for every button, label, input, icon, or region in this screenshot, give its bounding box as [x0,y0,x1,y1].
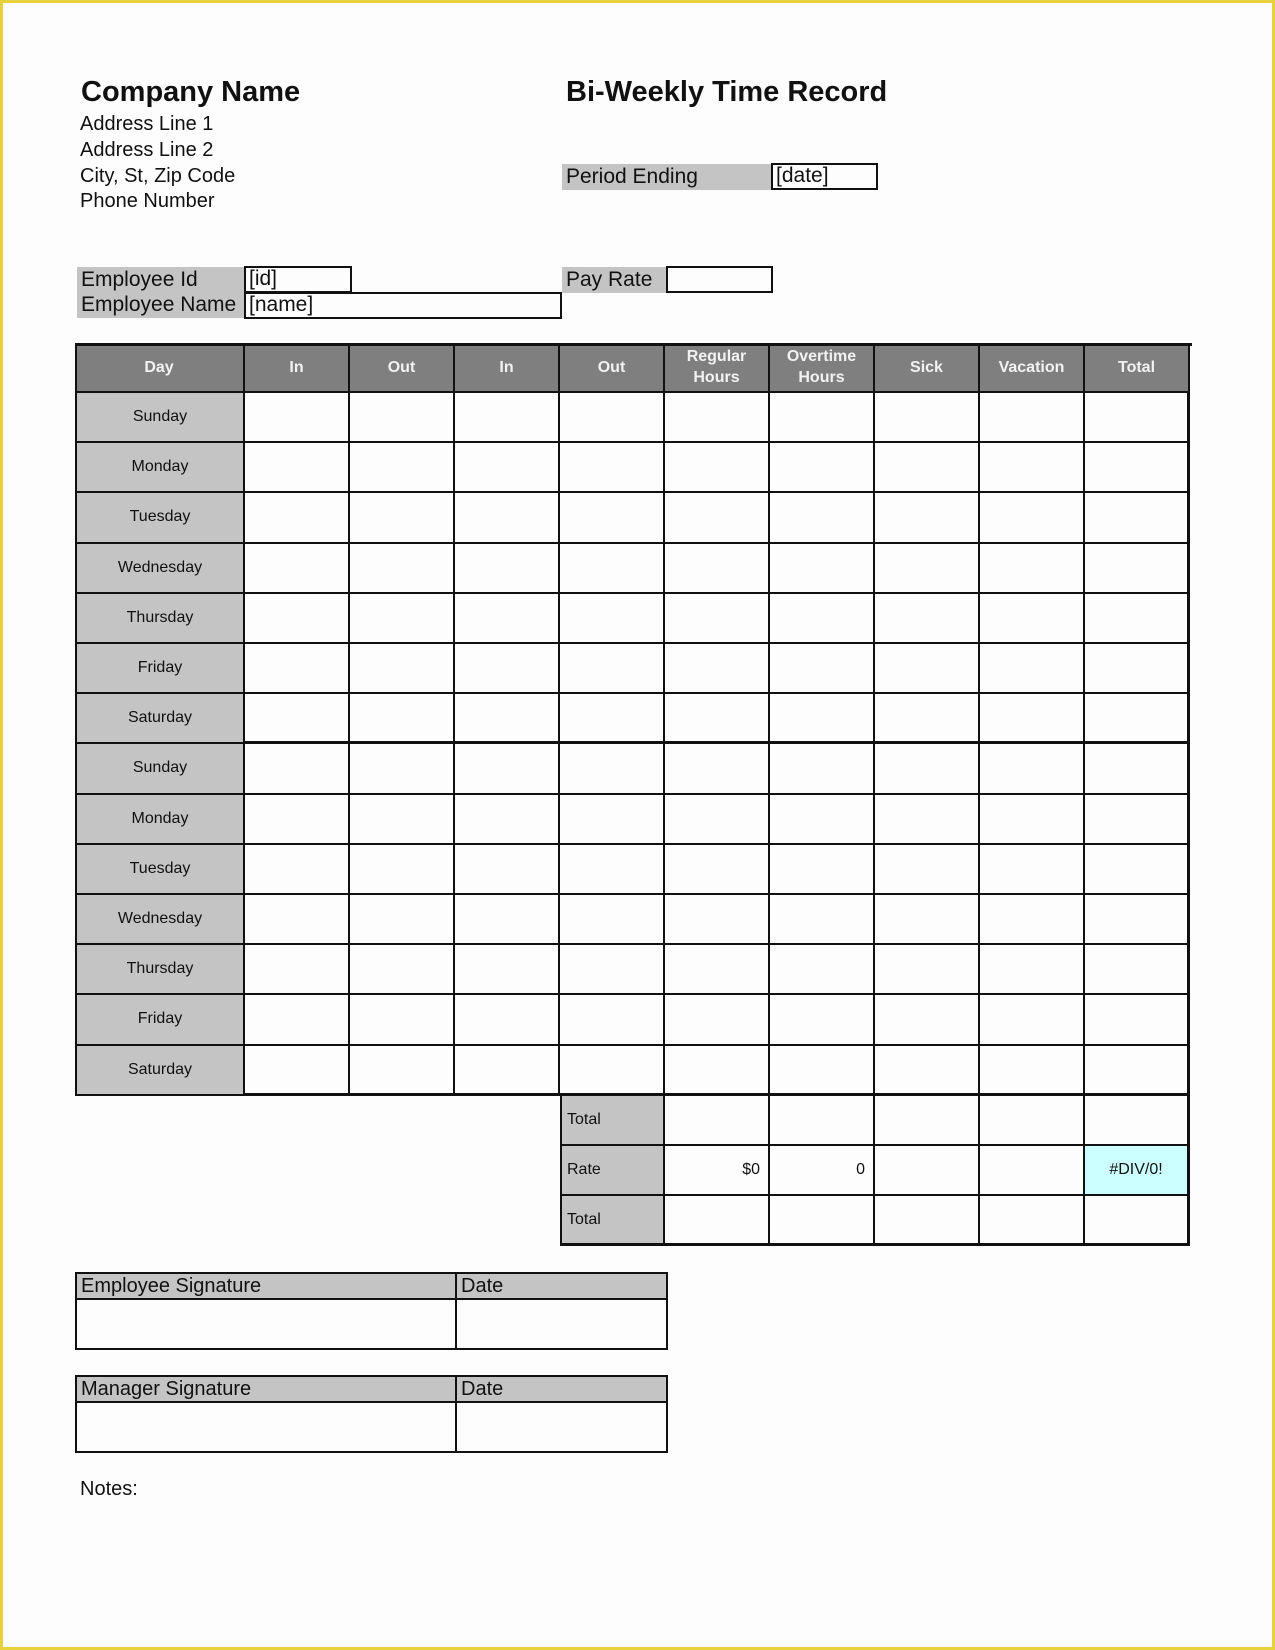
time-entry-cell[interactable] [770,895,875,945]
time-entry-cell[interactable] [665,744,770,794]
time-entry-cell[interactable] [770,1046,875,1096]
time-entry-cell[interactable] [770,393,875,443]
time-entry-cell[interactable] [770,995,875,1045]
city-state-zip: City, St, Zip Code [80,165,236,187]
time-entry-cell[interactable] [980,845,1085,895]
time-entry-cell[interactable] [1085,995,1190,1045]
time-entry-cell[interactable] [770,644,875,694]
time-entry-cell[interactable] [875,594,980,644]
time-entry-cell[interactable] [455,945,560,995]
time-entry-cell[interactable] [875,995,980,1045]
column-header: Regular Hours [665,343,770,393]
time-entry-cell[interactable] [350,945,455,995]
employee-id-label: Employee Id [77,267,245,293]
employee-signature-field[interactable] [77,1300,455,1348]
time-entry-cell[interactable] [665,795,770,845]
phone-number: Phone Number [80,190,215,212]
day-label: Friday [75,644,245,694]
time-entry-cell[interactable] [665,594,770,644]
manager-date-label: Date [461,1378,504,1400]
time-entry-cell[interactable] [770,744,875,794]
time-entry-cell[interactable] [980,895,1085,945]
summary-label: Rate [560,1146,665,1196]
time-entry-cell[interactable] [350,795,455,845]
period-ending-field[interactable]: [date] [771,163,878,190]
time-entry-cell[interactable] [665,544,770,594]
manager-date-field[interactable] [457,1403,666,1451]
time-entry-cell[interactable] [980,594,1085,644]
time-entry-cell[interactable] [875,644,980,694]
time-entry-cell[interactable] [560,845,665,895]
time-entry-cell[interactable] [980,544,1085,594]
summary-value-cell[interactable] [875,1096,980,1146]
time-entry-cell[interactable] [455,493,560,543]
day-label: Thursday [75,945,245,995]
time-entry-cell[interactable] [350,845,455,895]
notes-label: Notes: [80,1478,138,1500]
day-label: Friday [75,995,245,1045]
time-entry-cell[interactable] [875,845,980,895]
time-entry-cell[interactable] [560,995,665,1045]
employee-signature-label: Employee Signature [81,1275,262,1297]
time-entry-cell[interactable] [350,644,455,694]
time-entry-cell[interactable] [560,393,665,443]
summary-label: Total [560,1196,665,1246]
summary-value-cell[interactable] [665,1096,770,1146]
day-label: Wednesday [75,544,245,594]
time-entry-cell[interactable] [245,644,350,694]
time-entry-cell[interactable] [770,594,875,644]
time-entry-cell[interactable] [455,845,560,895]
time-entry-cell[interactable] [875,1046,980,1096]
time-entry-cell[interactable] [560,795,665,845]
time-entry-cell[interactable] [560,644,665,694]
time-entry-cell[interactable] [245,744,350,794]
time-entry-cell[interactable] [350,493,455,543]
period-ending-label: Period Ending [562,164,772,190]
time-entry-cell[interactable] [350,544,455,594]
column-header: Overtime Hours [770,343,875,393]
time-entry-cell[interactable] [560,694,665,744]
employee-signature-box [75,1272,668,1350]
time-entry-cell[interactable] [1085,1046,1190,1096]
time-entry-cell[interactable] [770,845,875,895]
time-entry-cell[interactable] [980,795,1085,845]
address-line-1: Address Line 1 [80,113,214,135]
time-entry-cell[interactable] [245,393,350,443]
time-entry-cell[interactable] [665,694,770,744]
column-header: Sick [875,343,980,393]
time-entry-cell[interactable] [350,594,455,644]
time-entry-cell[interactable] [350,694,455,744]
time-entry-cell[interactable] [1085,694,1190,744]
employee-date-label: Date [461,1275,504,1297]
time-entry-cell[interactable] [350,995,455,1045]
company-name: Company Name [81,76,301,108]
time-entry-cell[interactable] [875,895,980,945]
summary-value-cell[interactable]: 0 [770,1146,875,1196]
time-entry-cell[interactable] [455,995,560,1045]
time-entry-cell[interactable] [245,594,350,644]
time-entry-cell[interactable] [455,1046,560,1096]
time-entry-cell[interactable] [560,744,665,794]
time-entry-cell[interactable] [980,644,1085,694]
time-entry-cell[interactable] [1085,443,1190,493]
time-entry-cell[interactable] [455,694,560,744]
day-label: Tuesday [75,493,245,543]
time-entry-cell[interactable] [455,744,560,794]
time-entry-cell[interactable] [1085,945,1190,995]
column-header: Vacation [980,343,1085,393]
time-entry-cell[interactable] [770,544,875,594]
employee-name-label: Employee Name [77,292,245,318]
time-entry-cell[interactable] [980,694,1085,744]
time-entry-cell[interactable] [875,744,980,794]
time-entry-cell[interactable] [350,744,455,794]
day-label: Sunday [75,744,245,794]
time-entry-cell[interactable] [245,845,350,895]
time-entry-cell[interactable] [665,945,770,995]
day-label: Sunday [75,393,245,443]
time-entry-cell[interactable] [455,443,560,493]
time-entry-cell[interactable] [1085,544,1190,594]
time-entry-cell[interactable] [455,544,560,594]
time-entry-cell[interactable] [350,1046,455,1096]
time-entry-cell[interactable] [245,1046,350,1096]
time-entry-cell[interactable] [665,644,770,694]
time-entry-cell[interactable] [560,594,665,644]
time-entry-cell[interactable] [245,493,350,543]
time-entry-cell[interactable] [665,393,770,443]
time-entry-cell[interactable] [875,443,980,493]
summary-value-cell[interactable]: $0 [665,1146,770,1196]
time-entry-cell[interactable] [665,895,770,945]
time-entry-cell[interactable] [245,443,350,493]
pay-rate-label: Pay Rate [562,267,667,293]
time-entry-cell[interactable] [350,443,455,493]
time-entry-cell[interactable] [665,995,770,1045]
time-entry-cell[interactable] [875,393,980,443]
day-label: Monday [75,795,245,845]
time-entry-cell[interactable] [560,493,665,543]
day-label: Saturday [75,1046,245,1096]
time-entry-cell[interactable] [980,744,1085,794]
time-entry-cell[interactable] [1085,493,1190,543]
time-entry-cell[interactable] [1085,895,1190,945]
time-entry-cell[interactable] [455,594,560,644]
time-entry-cell[interactable] [980,443,1085,493]
day-label: Thursday [75,594,245,644]
manager-signature-box [75,1375,668,1453]
time-entry-cell[interactable] [875,493,980,543]
summary-value-cell[interactable] [875,1146,980,1196]
time-entry-cell[interactable] [1085,795,1190,845]
time-entry-cell[interactable] [665,443,770,493]
day-label: Wednesday [75,895,245,945]
summary-value-cell[interactable] [1085,1096,1190,1146]
summary-value-cell[interactable] [980,1096,1085,1146]
employee-date-field[interactable] [457,1300,666,1348]
employee-name-field[interactable]: [name] [244,292,562,319]
time-entry-cell[interactable] [245,795,350,845]
time-entry-cell[interactable] [875,945,980,995]
time-entry-cell[interactable] [245,945,350,995]
time-entry-cell[interactable] [980,493,1085,543]
column-header: Day [75,343,245,393]
time-entry-cell[interactable] [875,795,980,845]
time-entry-cell[interactable] [875,544,980,594]
summary-value-cell[interactable] [980,1146,1085,1196]
time-entry-cell[interactable] [560,443,665,493]
column-header: In [245,343,350,393]
time-entry-cell[interactable] [455,644,560,694]
time-entry-cell[interactable] [980,393,1085,443]
time-entry-cell[interactable] [980,1046,1085,1096]
time-entry-cell[interactable] [1085,845,1190,895]
time-entry-cell[interactable] [770,694,875,744]
time-entry-cell[interactable] [560,544,665,594]
time-entry-cell[interactable] [560,1046,665,1096]
summary-value-cell[interactable] [665,1196,770,1246]
time-entry-cell[interactable] [245,995,350,1045]
time-entry-cell[interactable] [1085,744,1190,794]
time-entry-cell[interactable] [665,493,770,543]
time-entry-cell[interactable] [770,443,875,493]
column-header: Out [350,343,455,393]
time-entry-cell[interactable] [560,945,665,995]
time-entry-cell[interactable] [980,945,1085,995]
summary-value-cell[interactable] [770,1196,875,1246]
column-header: In [455,343,560,393]
time-entry-cell[interactable] [245,544,350,594]
time-entry-cell[interactable] [455,393,560,443]
time-entry-cell[interactable] [245,895,350,945]
summary-value-cell[interactable] [980,1196,1085,1246]
time-entry-cell[interactable] [560,895,665,945]
time-entry-cell[interactable] [1085,594,1190,644]
summary-value-cell[interactable] [770,1096,875,1146]
time-entry-cell[interactable] [455,795,560,845]
time-entry-cell[interactable] [350,895,455,945]
time-entry-cell[interactable] [665,1046,770,1096]
document-title: Bi-Weekly Time Record [566,76,888,108]
time-entry-cell[interactable] [770,795,875,845]
time-entry-cell[interactable] [350,393,455,443]
column-header: Total [1085,343,1190,393]
time-entry-cell[interactable] [1085,393,1190,443]
employee-id-field[interactable]: [id] [244,266,352,293]
manager-signature-field[interactable] [77,1403,455,1451]
time-entry-cell[interactable] [245,694,350,744]
time-entry-cell[interactable] [770,493,875,543]
time-entry-cell[interactable] [455,895,560,945]
day-label: Monday [75,443,245,493]
column-header: Out [560,343,665,393]
summary-value-cell[interactable] [875,1196,980,1246]
time-entry-cell[interactable] [980,995,1085,1045]
day-label: Saturday [75,694,245,744]
time-entry-cell[interactable] [770,945,875,995]
summary-value-cell[interactable]: #DIV/0! [1085,1146,1190,1196]
time-entry-cell[interactable] [1085,644,1190,694]
summary-label: Total [560,1096,665,1146]
summary-value-cell[interactable] [1085,1196,1190,1246]
day-label: Tuesday [75,845,245,895]
time-entry-cell[interactable] [875,694,980,744]
address-line-2: Address Line 2 [80,139,214,161]
manager-signature-label: Manager Signature [81,1378,252,1400]
time-entry-cell[interactable] [665,845,770,895]
